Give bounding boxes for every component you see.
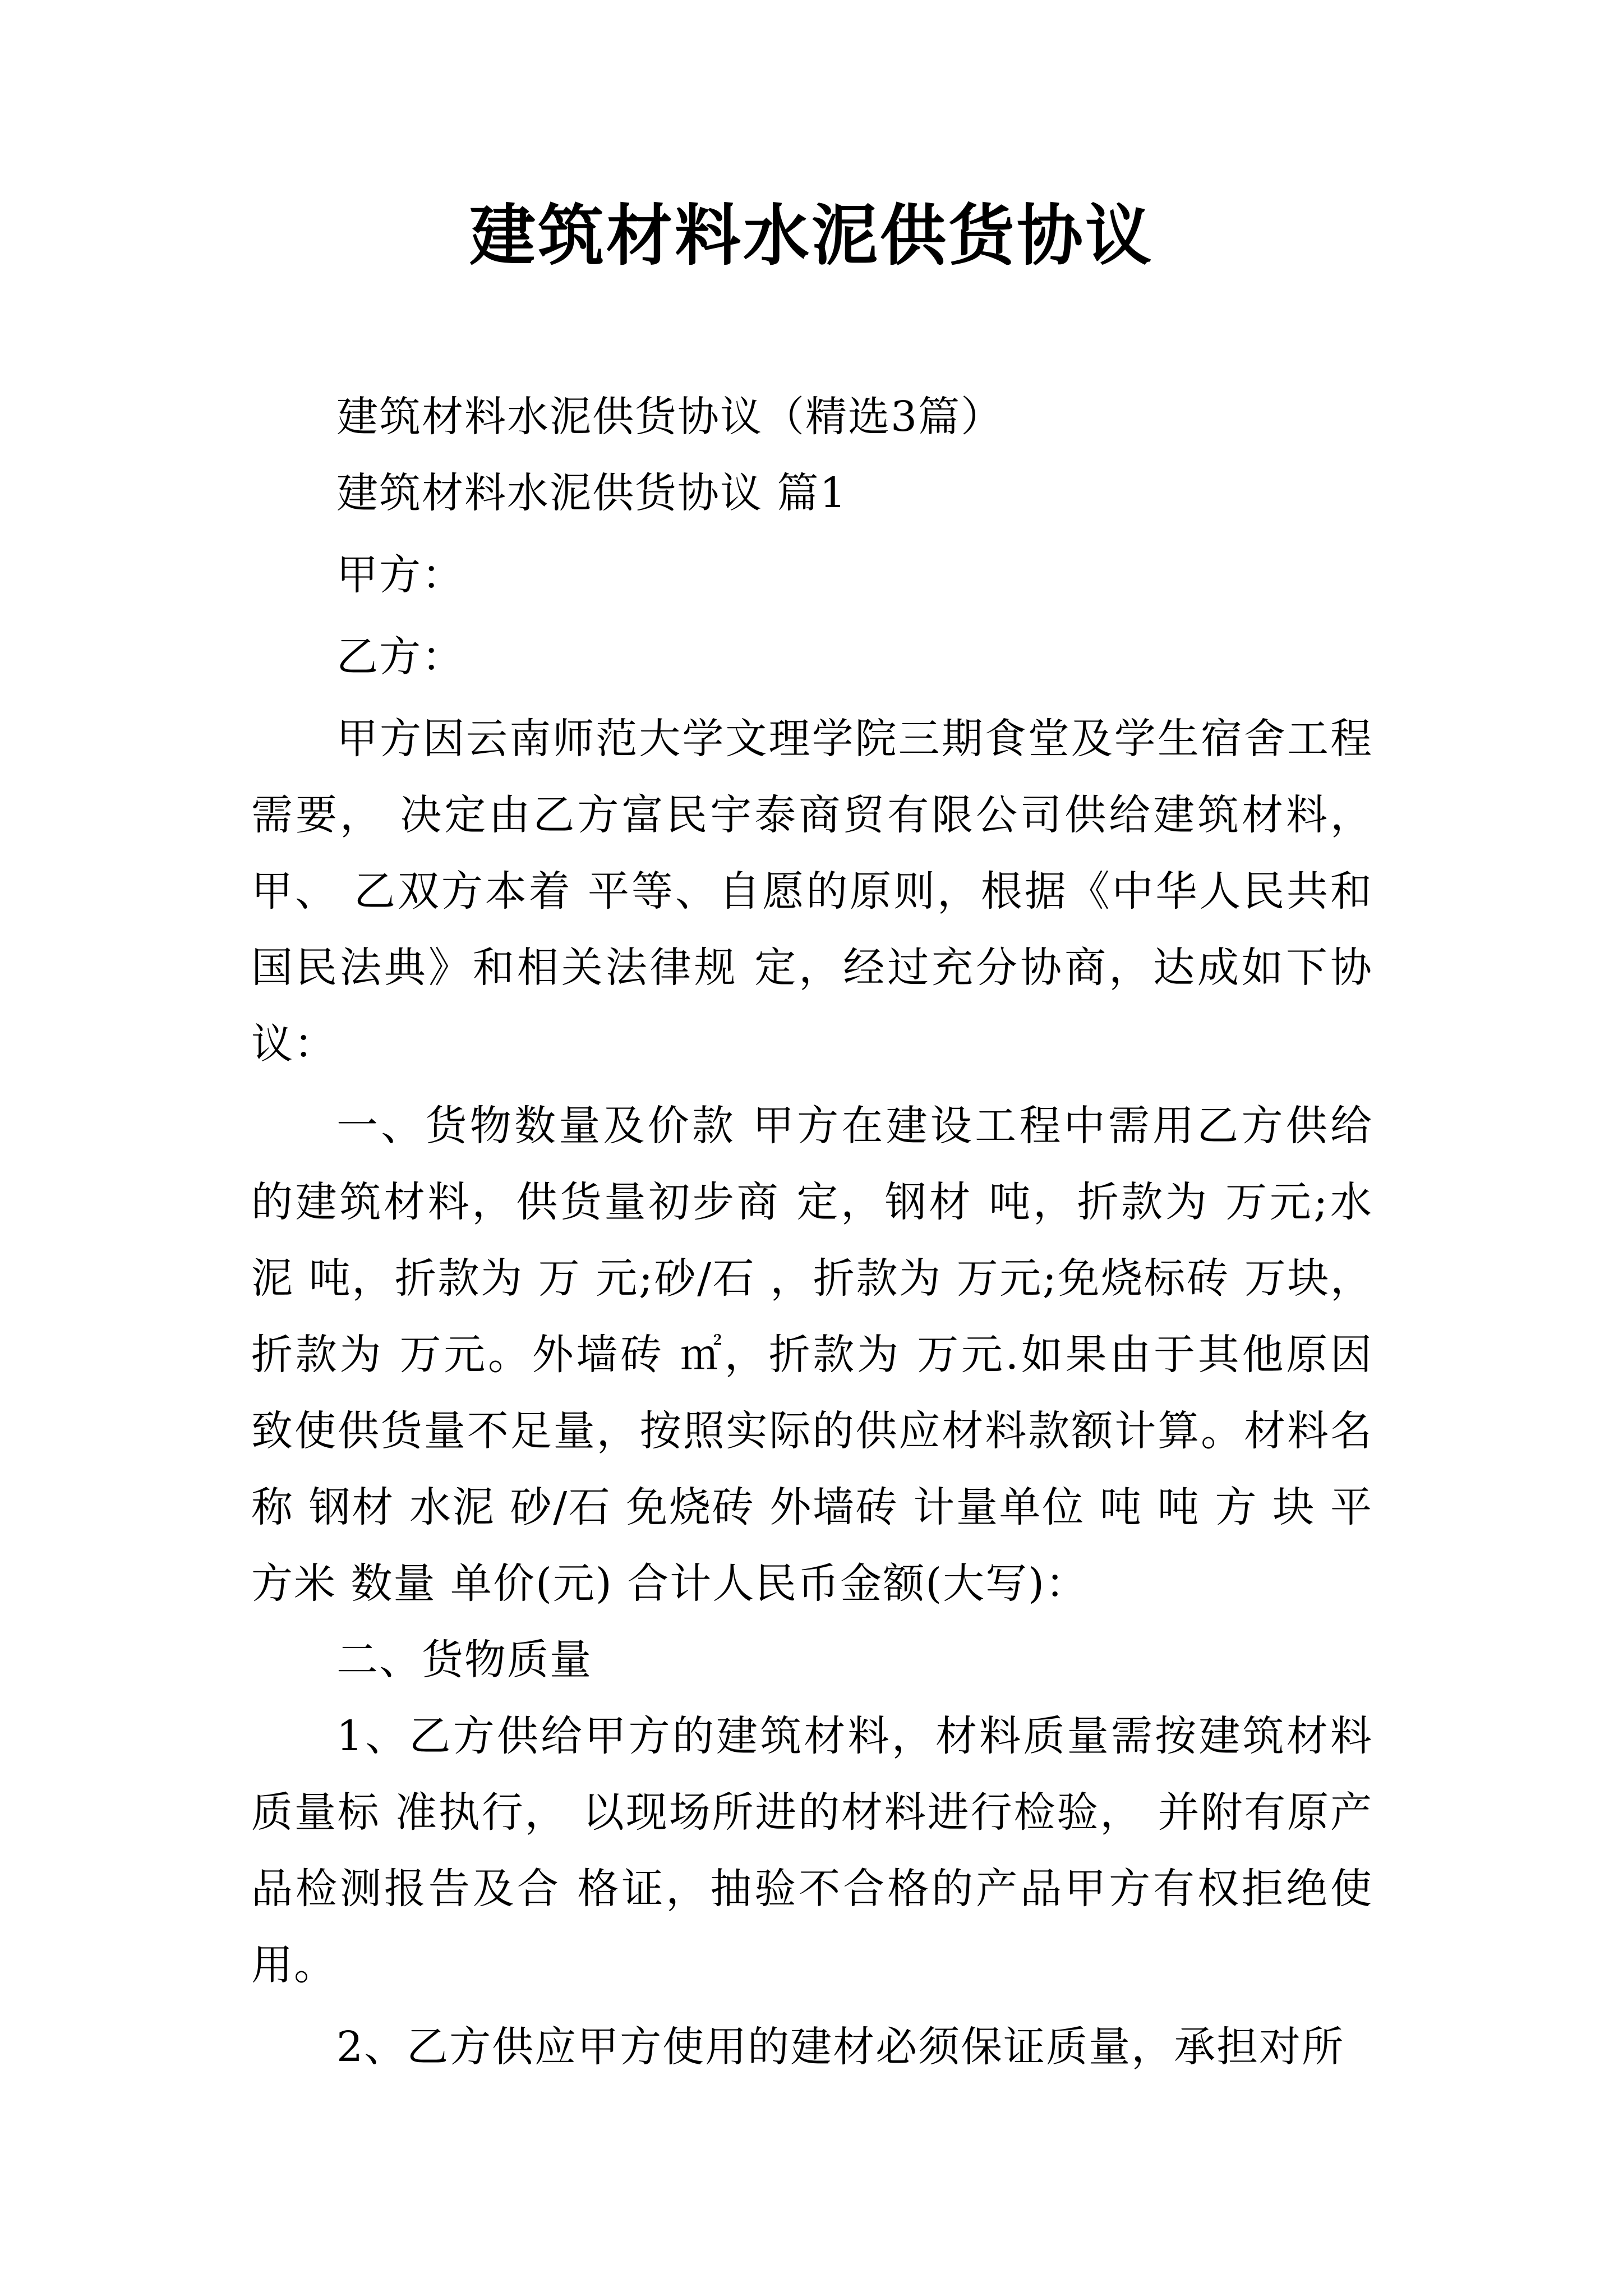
paragraph-preamble: 甲方因云南师范大学文理学院三期食堂及学生宿舍工程需要， 决定由乙方富民宇泰商贸有限公司供给建筑材料，甲、 乙双方本着 平等、自愿的原则，根据《中华人民共和国民法典》和相关法律规 定，经过充分协商，达成如下协议： [251,715,1373,1068]
paragraph-quality-clause-1: 1、乙方供给甲方的建筑材料，材料质量需按建筑材料质量标 准执行， 以现场所进的材料进行检验， 并附有原产品检测报告及合 格证，抽验不合格的产品甲方有权拒绝使用。 [251,1712,1373,1989]
paragraph-party-b: 乙方： [336,633,464,681]
paragraph-party-a: 甲方： [336,551,464,599]
paragraph-part-heading: 建筑材料水泥供货协议 篇1 [336,469,847,517]
document-title: 建筑材料水泥供货协议 [469,196,1154,274]
paragraph-quality-heading: 二、货物质量 [336,1636,592,1684]
document-body [251,379,1373,2085]
paragraph-quantity-and-price: 一、货物数量及价款 甲方在建设工程中需用乙方供给的建筑材料，供货量初步商 定，钢材 吨，折款为 万元;水泥 吨，折款为 万 元;砂/石 ，折款为 万元;免烧标砖 万块，折款为 万元。外墙砖 ㎡，折款为 万元.如果由于其他原因 致使供货量不足量，按照实际的供应材料款额计算。材料名称 钢材 水泥 砂/石 免烧砖 外墙砖 计量单位 吨 吨 方 块 平方米 数量 单价(元) 合计人民币金额(大写)： [251,1102,1373,1608]
paragraph-collection-heading: 建筑材料水泥供货协议（精选3篇） [336,393,1004,441]
paragraph-quality-clause-2: 2、乙方供应甲方使用的建材必须保证质量，承担对所 [336,2023,1345,2071]
